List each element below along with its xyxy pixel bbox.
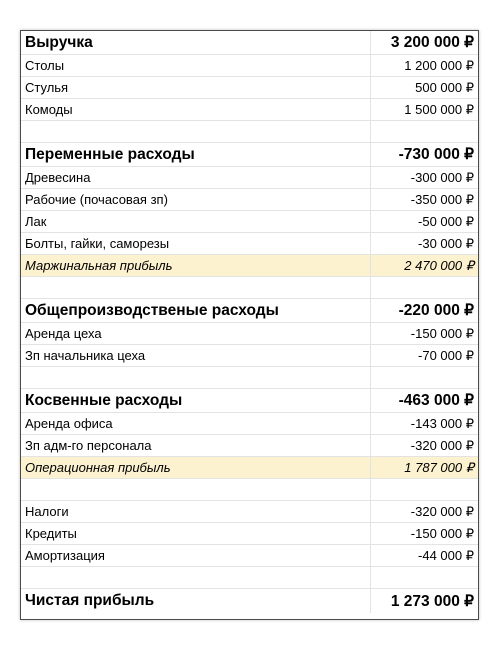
row-label: Маржинальная прибыль: [21, 255, 371, 276]
row-label: Древесина: [21, 167, 371, 188]
row-depreciation: [21, 545, 478, 567]
row-operating-profit: [21, 457, 478, 479]
row-value: 500 000 ₽: [415, 79, 474, 95]
row-admin-salary: [21, 435, 478, 457]
row-value: -143 000 ₽: [410, 415, 474, 431]
row-foreman-salary: [21, 345, 478, 367]
row-dressers: [21, 99, 478, 121]
row-label: Стулья: [21, 77, 371, 98]
row-label: [21, 121, 371, 142]
row-label: Болты, гайки, саморезы: [21, 233, 371, 254]
row-chairs: [21, 77, 478, 99]
row-margin-profit: [21, 255, 478, 277]
row-value: 1 273 000 ₽: [390, 592, 474, 610]
row-value: -730 000 ₽: [398, 146, 474, 163]
row-value: -320 000 ₽: [410, 503, 474, 519]
row-label: Переменные расходы: [21, 143, 371, 166]
row-overhead-costs: [21, 299, 478, 323]
row-value: -30 000 ₽: [418, 235, 474, 251]
row-loans: [21, 523, 478, 545]
row-label: Кредиты: [21, 523, 371, 544]
row-office-rent: [21, 413, 478, 435]
row-value: -320 000 ₽: [410, 437, 474, 453]
row-value: [371, 277, 478, 298]
row-value: -150 000 ₽: [410, 525, 474, 541]
row-value: [371, 479, 478, 500]
row-value: 1 500 000 ₽: [404, 101, 474, 117]
row-value: 1 200 000 ₽: [404, 57, 474, 73]
row-tables: [21, 55, 478, 77]
row-label: [21, 367, 371, 388]
row-label: Аренда офиса: [21, 413, 371, 434]
row-value: -70 000 ₽: [418, 347, 474, 363]
row-variable-costs: [21, 143, 478, 167]
row-fasteners: [21, 233, 478, 255]
row-value: -150 000 ₽: [410, 325, 474, 341]
row-value: -463 000 ₽: [398, 392, 474, 409]
row-workers: [21, 189, 478, 211]
row-varnish: [21, 211, 478, 233]
row-taxes: [21, 501, 478, 523]
row-label: Зп начальника цеха: [21, 345, 371, 366]
row-wood: [21, 167, 478, 189]
financial-report-table: [20, 30, 479, 620]
row-label: Выручка: [21, 31, 371, 54]
row-label: Комоды: [21, 99, 371, 120]
row-label: Аренда цеха: [21, 323, 371, 344]
row-label: [21, 479, 371, 500]
row-label: Амортизация: [21, 545, 371, 566]
row-label: Косвенные расходы: [21, 389, 371, 412]
row-label: Столы: [21, 55, 371, 76]
row-label: [21, 277, 371, 298]
row-blank: [21, 367, 478, 389]
row-label: Рабочие (почасовая зп): [21, 189, 371, 210]
row-indirect-costs: [21, 389, 478, 413]
row-value: [371, 567, 478, 588]
row-label: [21, 567, 371, 588]
row-blank: [21, 277, 478, 299]
row-value: 2 470 000 ₽: [404, 257, 474, 273]
row-value: 1 787 000 ₽: [404, 459, 474, 475]
row-value: -350 000 ₽: [410, 191, 474, 207]
row-label: Чистая прибыль: [21, 589, 371, 613]
row-label: Налоги: [21, 501, 371, 522]
row-label: Общепроизводственые расходы: [21, 299, 371, 322]
row-value: -44 000 ₽: [418, 547, 474, 563]
row-blank: [21, 479, 478, 501]
row-value: [371, 367, 478, 388]
row-value: [371, 121, 478, 142]
row-revenue: [21, 31, 478, 55]
row-label: Зп адм-го персонала: [21, 435, 371, 456]
row-value: -50 000 ₽: [418, 213, 474, 229]
row-net-profit: [21, 589, 478, 613]
row-label: Лак: [21, 211, 371, 232]
row-blank: [21, 121, 478, 143]
row-value: -300 000 ₽: [410, 169, 474, 185]
row-blank: [21, 567, 478, 589]
row-value: 3 200 000 ₽: [390, 34, 474, 51]
row-label: Операционная прибыль: [21, 457, 371, 478]
row-value: -220 000 ₽: [398, 302, 474, 319]
row-workshop-rent: [21, 323, 478, 345]
